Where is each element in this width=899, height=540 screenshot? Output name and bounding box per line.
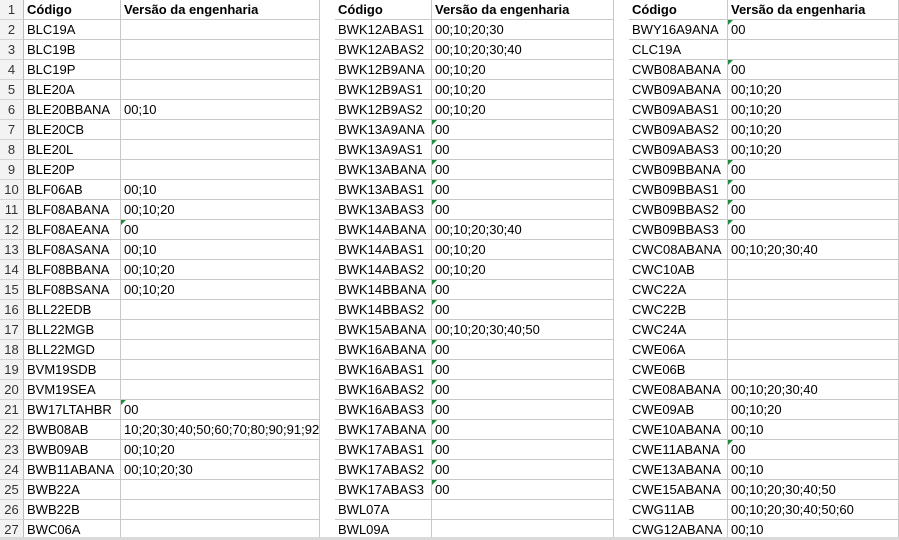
table-row [335, 340, 614, 360]
code-cell[interactable]: BWK16ABAS2 [335, 380, 432, 400]
code-cell[interactable]: BWK14ABAS1 [335, 240, 432, 260]
version-cell[interactable] [121, 80, 320, 100]
code-cell[interactable]: CWC24A [629, 320, 728, 340]
version-cell[interactable]: 00;10;20;30;40 [728, 380, 899, 400]
table-row [335, 240, 614, 260]
code-cell[interactable]: CWC22B [629, 300, 728, 320]
header-code-cell[interactable]: Código [629, 0, 728, 20]
table-row [335, 120, 614, 140]
column-gap [614, 0, 629, 540]
code-cell[interactable]: CWC08ABANA [629, 240, 728, 260]
code-cell[interactable]: CWE08ABANA [629, 380, 728, 400]
code-cell[interactable]: BWB22A [24, 480, 121, 500]
table-row [24, 500, 320, 520]
version-cell[interactable] [121, 360, 320, 380]
version-cell[interactable]: 00;10;20 [121, 200, 320, 220]
code-cell[interactable]: BWK17ABANA [335, 420, 432, 440]
code-cell[interactable]: BLF08BBANA [24, 260, 121, 280]
version-cell[interactable]: 00 [432, 300, 614, 320]
header-row [629, 0, 899, 20]
code-cell[interactable]: BWK12B9AS2 [335, 100, 432, 120]
code-cell[interactable]: BWK12B9AS1 [335, 80, 432, 100]
code-cell[interactable]: BWK13A9ANA [335, 120, 432, 140]
code-cell[interactable]: CWE06A [629, 340, 728, 360]
table-row [629, 440, 899, 460]
version-cell[interactable]: 00 [728, 220, 899, 240]
code-cell[interactable]: BLF08ABANA [24, 200, 121, 220]
table-row [24, 220, 320, 240]
code-cell[interactable]: BWC06A [24, 520, 121, 540]
row-number[interactable]: 17 [0, 320, 24, 340]
code-cell[interactable]: CWB09BBAS3 [629, 220, 728, 240]
version-cell[interactable]: 00 [728, 440, 899, 460]
version-cell[interactable]: 00 [432, 200, 614, 220]
version-cell[interactable] [121, 320, 320, 340]
version-cell[interactable]: 00 [728, 180, 899, 200]
code-cell[interactable]: CWE15ABANA [629, 480, 728, 500]
code-cell[interactable]: CWB09ABAS1 [629, 100, 728, 120]
code-cell[interactable]: BWL09A [335, 520, 432, 540]
version-cell[interactable]: 00;10 [728, 520, 899, 540]
table-row [629, 400, 899, 420]
code-cell[interactable]: BLC19P [24, 60, 121, 80]
table-row [629, 120, 899, 140]
version-cell[interactable] [121, 500, 320, 520]
table-row [24, 120, 320, 140]
version-cell[interactable] [121, 60, 320, 80]
code-cell[interactable]: BWK17ABAS2 [335, 460, 432, 480]
table-row [629, 480, 899, 500]
code-cell[interactable]: BWK12ABAS1 [335, 20, 432, 40]
table-row [24, 180, 320, 200]
table-block-3 [629, 0, 899, 540]
table-row [335, 180, 614, 200]
code-cell[interactable]: BWK16ABANA [335, 340, 432, 360]
header-row [335, 0, 614, 20]
code-cell[interactable]: BLF06AB [24, 180, 121, 200]
version-cell[interactable]: 00;10;20 [121, 440, 320, 460]
row-number[interactable]: 20 [0, 380, 24, 400]
code-cell[interactable]: BW17LTAHBR [24, 400, 121, 420]
table-row [629, 200, 899, 220]
version-cell[interactable]: 00 [432, 460, 614, 480]
table-row [629, 260, 899, 280]
code-cell[interactable]: BVM19SDB [24, 360, 121, 380]
version-cell[interactable]: 00;10 [728, 460, 899, 480]
table-row [629, 280, 899, 300]
version-cell[interactable]: 00;10;20 [728, 80, 899, 100]
version-cell[interactable]: 00 [728, 160, 899, 180]
row-number[interactable]: 7 [0, 120, 24, 140]
header-version-cell[interactable]: Versão da engenharia [728, 0, 899, 20]
version-cell[interactable] [728, 320, 899, 340]
code-cell[interactable]: BLF08BSANA [24, 280, 121, 300]
row-number[interactable]: 15 [0, 280, 24, 300]
table-row [629, 300, 899, 320]
code-cell[interactable]: CWE13ABANA [629, 460, 728, 480]
version-cell[interactable]: 00;10;20 [121, 260, 320, 280]
version-cell[interactable]: 00 [432, 360, 614, 380]
version-cell[interactable] [121, 380, 320, 400]
version-cell[interactable] [728, 300, 899, 320]
version-cell[interactable]: 00;10;20 [121, 280, 320, 300]
row-number[interactable]: 23 [0, 440, 24, 460]
table-row [24, 60, 320, 80]
header-version-cell[interactable]: Versão da engenharia [432, 0, 614, 20]
version-cell[interactable] [728, 260, 899, 280]
code-cell[interactable]: BWK16ABAS3 [335, 400, 432, 420]
code-cell[interactable]: BWK14BBAS2 [335, 300, 432, 320]
code-cell[interactable]: BWB09AB [24, 440, 121, 460]
version-cell[interactable] [121, 40, 320, 60]
code-cell[interactable]: CWB09BBAS2 [629, 200, 728, 220]
table-row [24, 300, 320, 320]
code-cell[interactable]: CWB08ABANA [629, 60, 728, 80]
table-block-1 [24, 0, 320, 540]
code-cell[interactable]: BWK14ABANA [335, 220, 432, 240]
code-cell[interactable]: BWK13ABAS3 [335, 200, 432, 220]
version-cell[interactable]: 00;10;20;30;40;50;60 [728, 500, 899, 520]
code-cell[interactable]: CWE10ABANA [629, 420, 728, 440]
version-cell[interactable]: 00 [432, 120, 614, 140]
table-row [24, 260, 320, 280]
table-row [629, 240, 899, 260]
table-row [335, 400, 614, 420]
code-cell[interactable]: CWG11AB [629, 500, 728, 520]
table-row [24, 80, 320, 100]
table-row [629, 460, 899, 480]
table-row [335, 300, 614, 320]
table-row [629, 140, 899, 160]
table-row [629, 60, 899, 80]
version-cell[interactable]: 00;10;20;30 [432, 20, 614, 40]
code-cell[interactable]: BWK13ABAS1 [335, 180, 432, 200]
table-row [24, 40, 320, 60]
version-cell[interactable]: 00;10;20;30 [121, 460, 320, 480]
row-number[interactable]: 2 [0, 20, 24, 40]
code-cell[interactable]: BWK17ABAS1 [335, 440, 432, 460]
version-cell[interactable]: 00 [432, 380, 614, 400]
row-number[interactable]: 26 [0, 500, 24, 520]
row-number[interactable]: 10 [0, 180, 24, 200]
code-cell[interactable]: CWB09BBANA [629, 160, 728, 180]
table-row [335, 500, 614, 520]
code-cell[interactable]: BLE20CB [24, 120, 121, 140]
table-row [335, 160, 614, 180]
table-row [629, 320, 899, 340]
table-row [629, 500, 899, 520]
code-cell[interactable]: BWK17ABAS3 [335, 480, 432, 500]
code-cell[interactable]: CWE11ABANA [629, 440, 728, 460]
row-number[interactable]: 24 [0, 460, 24, 480]
row-number[interactable]: 6 [0, 100, 24, 120]
table-row [629, 220, 899, 240]
code-cell[interactable]: CWE09AB [629, 400, 728, 420]
version-cell[interactable]: 00;10;20 [728, 400, 899, 420]
code-cell[interactable]: CWB09ABAS2 [629, 120, 728, 140]
code-cell[interactable]: BLF08ASANA [24, 240, 121, 260]
table-row [24, 420, 320, 440]
code-cell[interactable]: BWK12ABAS2 [335, 40, 432, 60]
header-version-cell[interactable]: Versão da engenharia [121, 0, 320, 20]
code-cell[interactable]: BWK14ABAS2 [335, 260, 432, 280]
version-cell[interactable] [432, 500, 614, 520]
version-cell[interactable]: 00 [432, 280, 614, 300]
header-code-cell[interactable]: Código [335, 0, 432, 20]
row-number[interactable]: 11 [0, 200, 24, 220]
code-cell[interactable]: BWK13ABANA [335, 160, 432, 180]
row-number[interactable]: 18 [0, 340, 24, 360]
version-cell[interactable]: 00 [432, 160, 614, 180]
code-cell[interactable]: CWB09ABANA [629, 80, 728, 100]
row-number[interactable]: 25 [0, 480, 24, 500]
version-cell[interactable] [121, 480, 320, 500]
code-cell[interactable]: BVM19SEA [24, 380, 121, 400]
code-cell[interactable]: BWB11ABANA [24, 460, 121, 480]
row-number[interactable]: 21 [0, 400, 24, 420]
version-cell[interactable]: 00;10;20;30;40 [432, 220, 614, 240]
code-cell[interactable]: BLF08AEANA [24, 220, 121, 240]
code-cell[interactable]: BWK12B9ANA [335, 60, 432, 80]
table-row [335, 220, 614, 240]
version-cell[interactable]: 00;10;20 [728, 120, 899, 140]
code-cell[interactable]: BWB22B [24, 500, 121, 520]
table-row [629, 160, 899, 180]
table-row [24, 320, 320, 340]
table-row [24, 240, 320, 260]
table-row [24, 480, 320, 500]
version-cell[interactable]: 00 [432, 340, 614, 360]
table-row [335, 140, 614, 160]
version-cell[interactable]: 00 [432, 180, 614, 200]
row-number[interactable]: 12 [0, 220, 24, 240]
table-row [629, 20, 899, 40]
code-cell[interactable]: BLL22MGB [24, 320, 121, 340]
code-cell[interactable]: BLL22MGD [24, 340, 121, 360]
code-cell[interactable]: BWK16ABAS1 [335, 360, 432, 380]
version-cell[interactable] [121, 160, 320, 180]
table-row [335, 60, 614, 80]
table-row [629, 420, 899, 440]
table-row [335, 100, 614, 120]
column-gap [320, 0, 335, 540]
table-row [24, 20, 320, 40]
table-row [335, 280, 614, 300]
table-row [335, 40, 614, 60]
table-row [335, 360, 614, 380]
version-cell[interactable] [121, 140, 320, 160]
code-cell[interactable]: BLL22EDB [24, 300, 121, 320]
table-row [629, 340, 899, 360]
table-row [24, 200, 320, 220]
code-cell[interactable]: CWB09BBAS1 [629, 180, 728, 200]
table-row [629, 80, 899, 100]
code-cell[interactable]: BWK15ABANA [335, 320, 432, 340]
code-cell[interactable]: CWC22A [629, 280, 728, 300]
table-row [24, 360, 320, 380]
table-row [629, 100, 899, 120]
row-number[interactable]: 19 [0, 360, 24, 380]
version-cell[interactable]: 00;10;20 [432, 100, 614, 120]
version-cell[interactable] [121, 300, 320, 320]
code-cell[interactable]: BWK14BBANA [335, 280, 432, 300]
row-number[interactable]: 4 [0, 60, 24, 80]
row-number[interactable]: 1 [0, 0, 24, 20]
version-cell[interactable]: 00 [728, 60, 899, 80]
table-row [24, 100, 320, 120]
table-row [24, 380, 320, 400]
table-row [335, 260, 614, 280]
table-row [24, 340, 320, 360]
code-cell[interactable]: BLE20BBANA [24, 100, 121, 120]
version-cell[interactable]: 00;10 [728, 420, 899, 440]
code-cell[interactable]: CWC10AB [629, 260, 728, 280]
row-number[interactable]: 22 [0, 420, 24, 440]
version-cell[interactable] [121, 20, 320, 40]
version-cell[interactable]: 00 [728, 200, 899, 220]
table-row [335, 80, 614, 100]
version-cell[interactable]: 00;10;20 [432, 80, 614, 100]
row-number[interactable]: 16 [0, 300, 24, 320]
code-cell[interactable]: BWL07A [335, 500, 432, 520]
version-cell[interactable] [121, 120, 320, 140]
version-cell[interactable]: 00;10;20;30;40;50 [432, 320, 614, 340]
table-row [24, 440, 320, 460]
version-cell[interactable]: 00 [121, 400, 320, 420]
version-cell[interactable] [728, 360, 899, 380]
version-cell[interactable]: 00 [432, 440, 614, 460]
code-cell[interactable]: CWE06B [629, 360, 728, 380]
code-cell[interactable]: BWB08AB [24, 420, 121, 440]
version-cell[interactable] [121, 340, 320, 360]
version-cell[interactable]: 00 [432, 400, 614, 420]
table-row [629, 380, 899, 400]
table-row [335, 380, 614, 400]
version-cell[interactable]: 00;10 [121, 100, 320, 120]
row-number[interactable]: 3 [0, 40, 24, 60]
table-row [24, 460, 320, 480]
code-cell[interactable]: CLC19A [629, 40, 728, 60]
table-row [335, 20, 614, 40]
row-number[interactable]: 9 [0, 160, 24, 180]
version-cell[interactable]: 00;10;20 [728, 100, 899, 120]
table-row [335, 440, 614, 460]
version-cell[interactable]: 00;10;20 [432, 240, 614, 260]
table-row [629, 360, 899, 380]
row-number[interactable]: 5 [0, 80, 24, 100]
table-row [335, 200, 614, 220]
version-cell[interactable]: 10;20;30;40;50;60;70;80;90;91;92 [121, 420, 320, 440]
version-cell[interactable]: 00 [728, 20, 899, 40]
table-row [629, 40, 899, 60]
version-cell[interactable]: 00 [432, 140, 614, 160]
code-cell[interactable]: BWK13A9AS1 [335, 140, 432, 160]
version-cell[interactable]: 00;10;20 [432, 60, 614, 80]
version-cell[interactable]: 00;10;20 [432, 260, 614, 280]
table-row [24, 280, 320, 300]
code-cell[interactable]: BLE20A [24, 80, 121, 100]
row-number[interactable]: 8 [0, 140, 24, 160]
version-cell[interactable] [728, 280, 899, 300]
row-number-column [0, 0, 24, 540]
table-block-2 [335, 0, 614, 540]
table-row [335, 460, 614, 480]
header-code-cell[interactable]: Código [24, 0, 121, 20]
version-cell[interactable]: 00;10 [121, 180, 320, 200]
table-row [335, 480, 614, 500]
version-cell[interactable]: 00 [121, 220, 320, 240]
code-cell[interactable]: BLC19B [24, 40, 121, 60]
version-cell[interactable]: 00;10;20 [728, 140, 899, 160]
code-cell[interactable]: BLE20P [24, 160, 121, 180]
version-cell[interactable] [728, 40, 899, 60]
row-number[interactable]: 27 [0, 520, 24, 540]
version-cell[interactable]: 00;10;20;30;40 [432, 40, 614, 60]
version-cell[interactable]: 00 [432, 480, 614, 500]
table-row [335, 420, 614, 440]
table-row [24, 400, 320, 420]
code-cell[interactable]: BLC19A [24, 20, 121, 40]
row-number[interactable]: 14 [0, 260, 24, 280]
row-number[interactable]: 13 [0, 240, 24, 260]
code-cell[interactable]: BWY16A9ANA [629, 20, 728, 40]
table-row [24, 160, 320, 180]
table-row [335, 320, 614, 340]
code-cell[interactable]: CWG12ABANA [629, 520, 728, 540]
version-cell[interactable]: 00;10 [121, 240, 320, 260]
code-cell[interactable]: BLE20L [24, 140, 121, 160]
version-cell[interactable]: 00;10;20;30;40;50 [728, 480, 899, 500]
table-row [629, 180, 899, 200]
version-cell[interactable]: 00;10;20;30;40 [728, 240, 899, 260]
code-cell[interactable]: CWB09ABAS3 [629, 140, 728, 160]
table-row [24, 140, 320, 160]
version-cell[interactable] [728, 340, 899, 360]
header-row [24, 0, 320, 20]
version-cell[interactable]: 00 [432, 420, 614, 440]
